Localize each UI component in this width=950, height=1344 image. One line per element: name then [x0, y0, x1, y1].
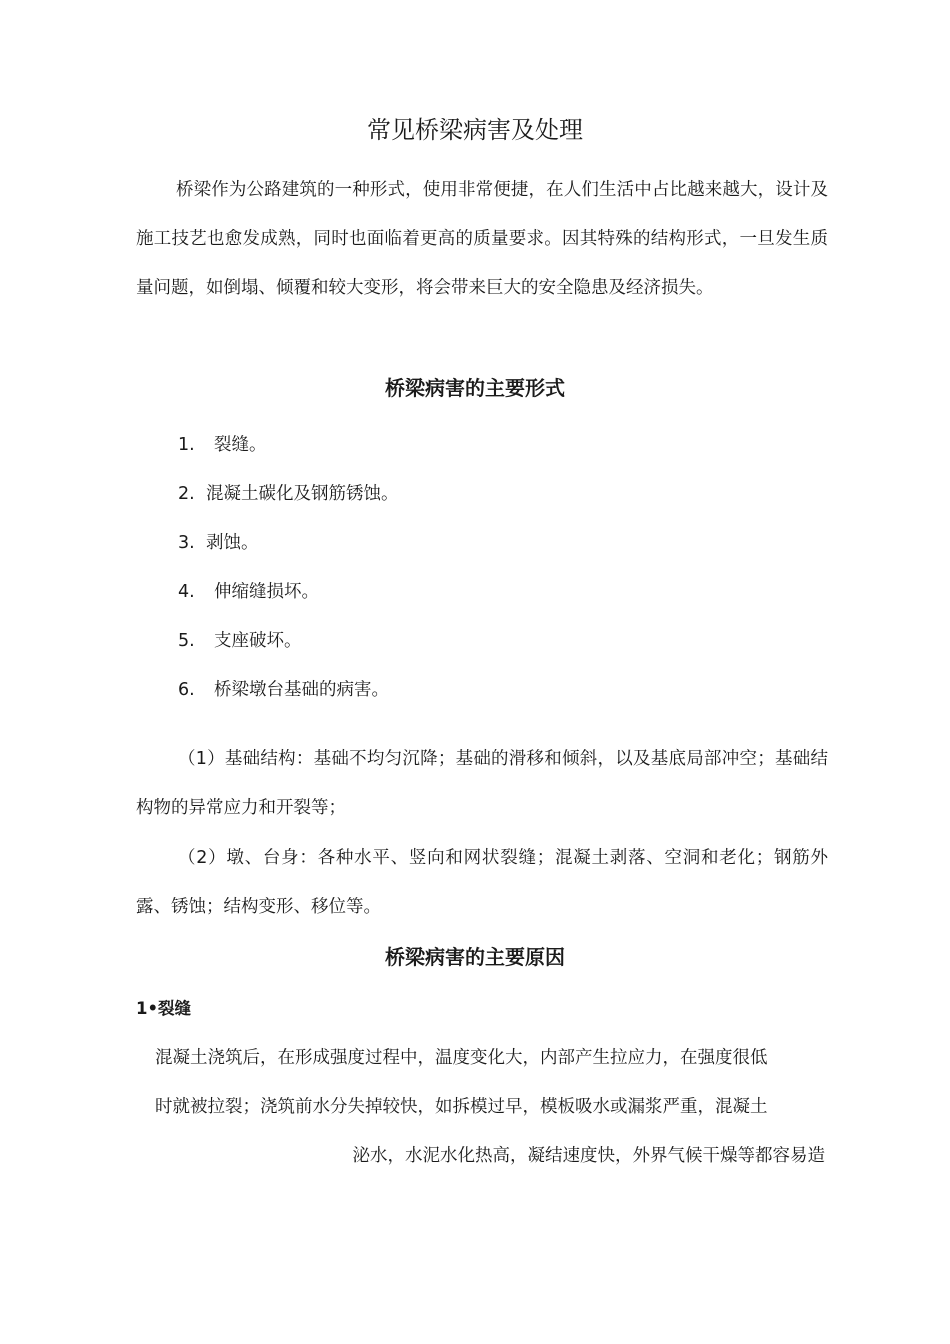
list-item-text: 桥梁墩台基础的病害。: [214, 680, 389, 700]
subheading-cracks: 1•裂缝: [136, 999, 192, 1018]
list-item-number: 2.: [178, 484, 195, 504]
section-heading-causes: 桥梁病害的主要原因: [385, 945, 565, 969]
list-item-number: 6.: [178, 680, 195, 700]
list-item: [178, 666, 399, 715]
list-item-text: 剥蚀。: [206, 533, 259, 553]
paragraph-line: 泌水，水泥水化热高，凝结速度快，外界气候干燥等都容易造: [352, 1146, 825, 1166]
document-title: 常见桥梁病害及处理: [367, 116, 583, 144]
list-item-text: 伸缩缝损坏。: [214, 582, 319, 602]
list-item-text: 支座破坏。: [214, 631, 302, 651]
paragraph-line: 时就被拉裂；浇筑前水分失掉较快，如拆模过早，模板吸水或漏浆严重，混凝土: [155, 1097, 768, 1117]
list-item: [178, 470, 399, 519]
disease-forms-list: [178, 421, 399, 715]
intro-paragraph: 桥梁作为公路建筑的一种形式，使用非常便捷，在人们生活中占比越来越大，设计及施工技艺也愈发成熟，同时也面临着更高的质量要求。因其特殊的结构形式，一旦发生质量问题，如倒塌、倾覆和较大变形，将会带来巨大的安全隐患及经济损失。: [136, 180, 828, 298]
list-item-text: 裂缝。: [214, 435, 267, 455]
pier-body-paragraph: （2）墩、台身：各种水平、竖向和网状裂缝；混凝土剥落、空洞和老化；钢筋外露、锈蚀；结构变形、移位等。: [136, 848, 828, 917]
list-item-number: 4.: [178, 582, 195, 602]
list-item: [178, 617, 399, 666]
cracks-paragraph: [155, 1034, 825, 1181]
list-item: [178, 519, 399, 568]
list-item-number: 1.: [178, 435, 195, 455]
list-item-number: 5.: [178, 631, 195, 651]
list-item: [178, 568, 399, 617]
section-heading-forms: 桥梁病害的主要形式: [385, 376, 565, 400]
foundation-structure-paragraph: （1）基础结构：基础不均匀沉降；基础的滑移和倾斜，以及基底局部冲空；基础结构物的异常应力和开裂等；: [136, 749, 828, 818]
list-item-text: 混凝土碳化及钢筋锈蚀。: [206, 484, 399, 504]
list-item: [178, 421, 399, 470]
list-item-number: 3.: [178, 533, 195, 553]
paragraph-line: 混凝土浇筑后，在形成强度过程中，温度变化大，内部产生拉应力，在强度很低: [155, 1048, 768, 1068]
